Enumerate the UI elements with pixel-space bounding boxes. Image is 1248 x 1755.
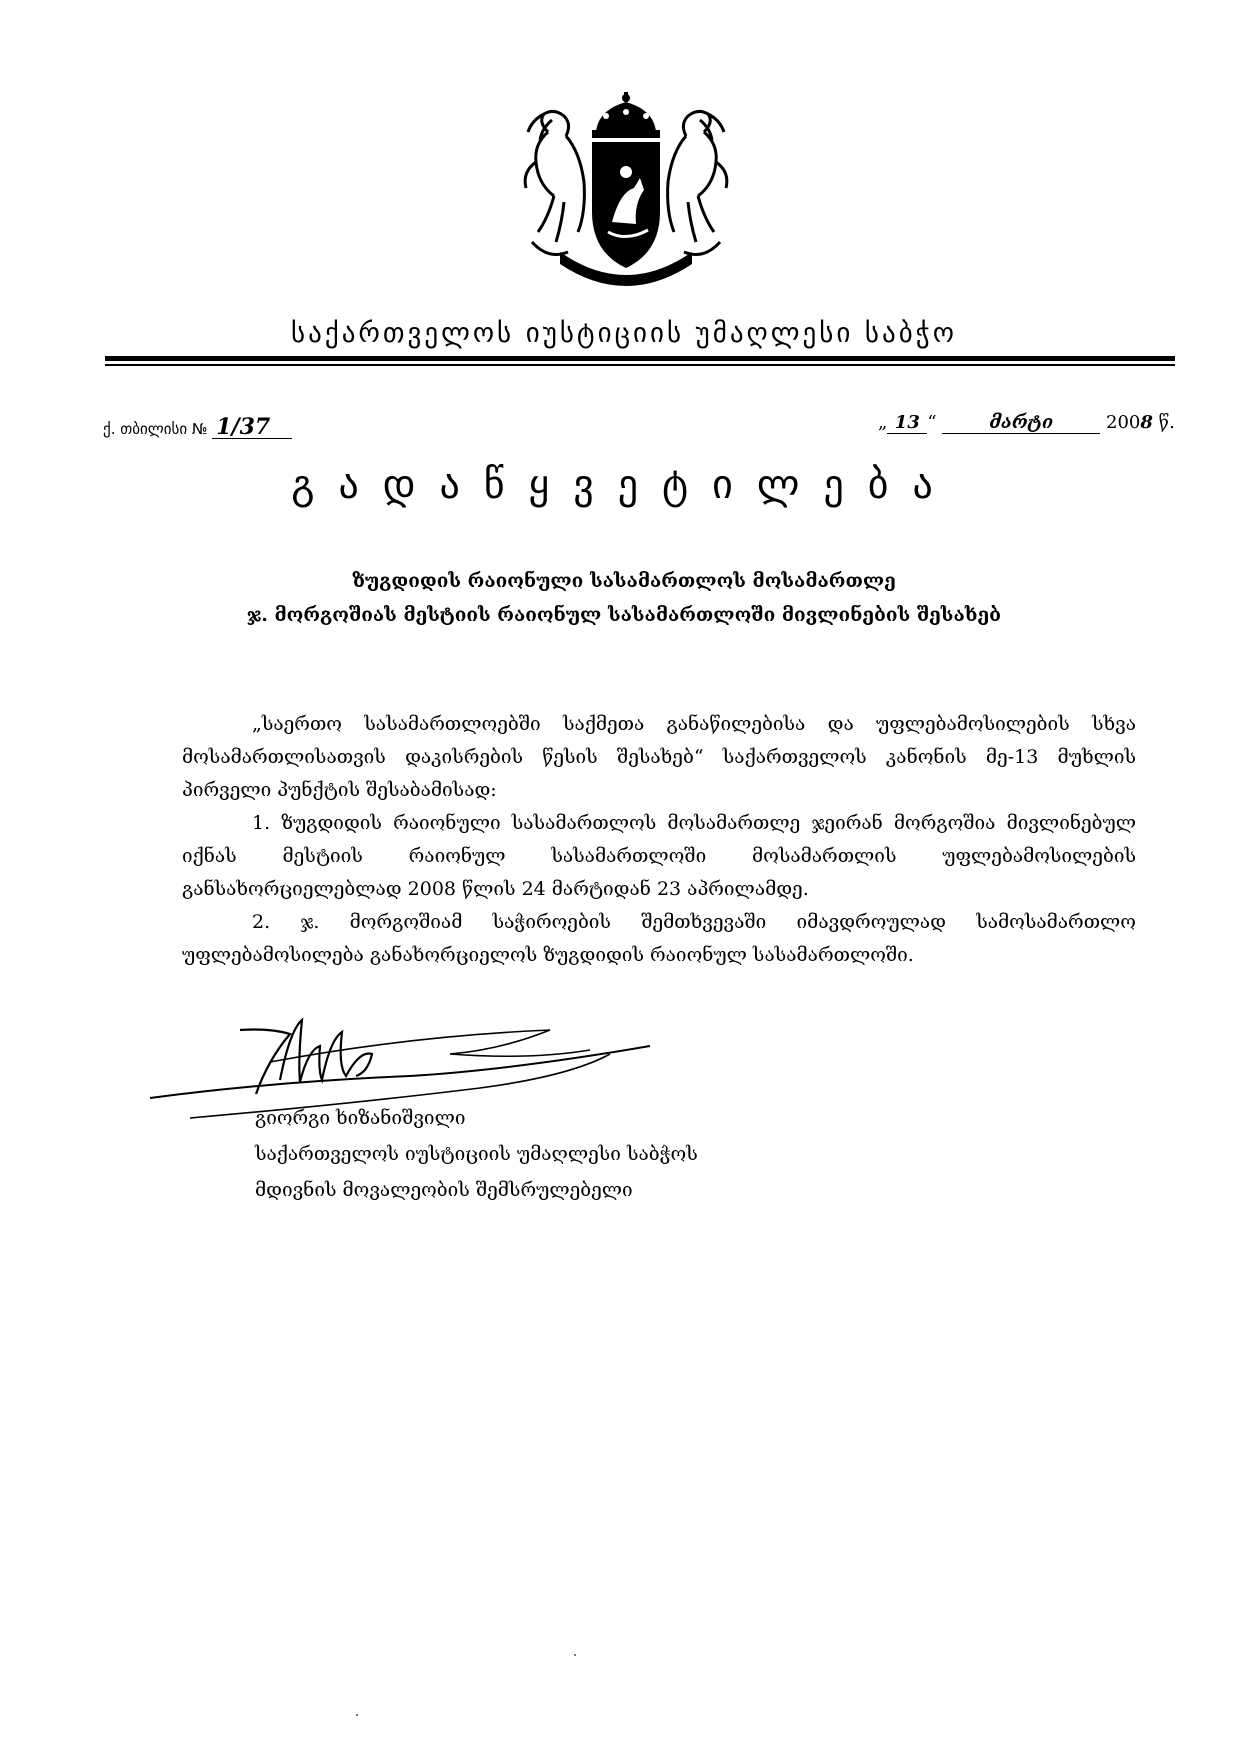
document-title: გადაწყვეტილება [291,462,957,508]
body-item-1: 1. ზუგდიდის რაიონული სასამართლოს მოსამართლე ჯეირან მორგოშია მივლინებულ იქნას მესტიის რაიონულ სასამართლოში მოსამართლის უფლებამოსილების განსახორციელებლად 2008 წლის 24 მარტიდან 23 აპრილამდე. [182,812,1136,900]
right-lion-icon [668,111,727,242]
header-divider-thin [105,364,1175,366]
place-label: ქ. თბილისი № [103,420,208,438]
signer-position-line-1: საქართველოს იუსტიციის უმაღლესი საბჭოს [255,1143,698,1165]
date-month: მარტი [942,412,1100,434]
date-year-digit: 8 [1140,412,1153,433]
document-place-number [103,416,292,439]
document-body [182,708,1136,972]
header-divider-thick [105,356,1175,361]
signer-block [255,1100,698,1208]
subject-line-2: ჯ. მორგოშიას მესტიის რაიონულ სასამართლოში მივლინების შესახებ [246,604,1002,626]
left-lion-icon [525,111,584,242]
date-year-prefix: 200 [1106,412,1141,433]
date-year-suffix: წ. [1158,412,1175,433]
subject-line-1: ზუგდიდის რაიონული სასამართლოს მოსამართლე [352,570,896,592]
crown-icon [592,92,660,138]
document-date [878,412,1175,434]
date-close-quote: “ [927,412,937,433]
scan-speck [574,1654,576,1656]
shield-icon [592,142,660,268]
scan-speck [356,1714,358,1716]
body-preamble: „საერთო სასამართლოებში საქმეთა განაწილებისა და უფლებამოსილების სხვა მოსამართლისათვის დაკისრების წესის შესახებ“ საქართველოს კანონის მე-13 მუხლის პირველი პუნქტის შესაბამისად: [182,713,1136,801]
coat-of-arms-emblem [508,92,744,298]
signer-name: გიორგი ხიზანიშვილი [255,1107,466,1129]
signer-position-line-2: მდივნის მოვალეობის შემსრულებელი [255,1179,633,1201]
document-number: 1/37 [212,416,292,439]
date-day: 13 [887,412,927,434]
document-subject [150,564,1098,632]
body-item-2: 2. ჯ. მორგოშიამ საჭიროების შემთხვევაში იმავდროულად სამოსამართლო უფლებამოსილება განახორციელოს ზუგდიდის რაიონულ სასამართლოში. [182,911,1136,966]
date-open-quote: „ [878,412,888,433]
institution-name: საქართველოს იუსტიციის უმაღლესი საბჭო [291,318,957,349]
